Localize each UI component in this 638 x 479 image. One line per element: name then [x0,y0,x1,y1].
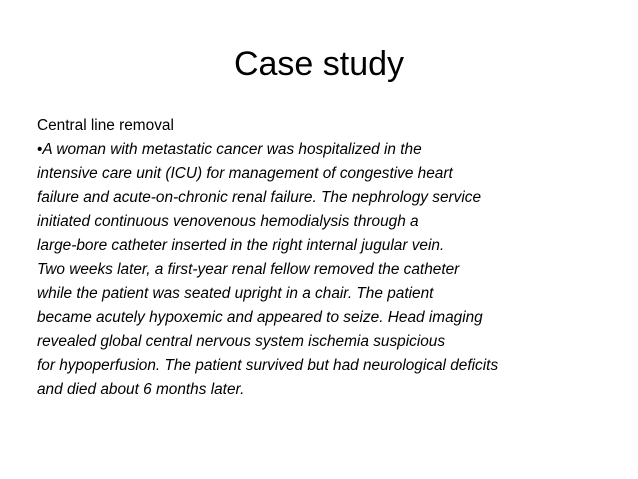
case-text-line: initiated continuous venovenous hemodialysis through a [37,213,419,230]
slide-body [37,114,627,402]
slide-subtitle: Central line removal [37,117,174,134]
case-text-line: large-bore catheter inserted in the right internal jugular vein. [37,237,445,254]
case-text-line: revealed global central nervous system ischemia suspicious [37,333,446,350]
case-text-line: while the patient was seated upright in a chair. The patient [37,285,434,302]
case-text-line: failure and acute-on-chronic renal failure. The nephrology service [37,189,482,206]
case-text-line: Two weeks later, a first-year renal fellow removed the catheter [37,261,460,278]
case-text-line [37,138,627,162]
slide-title: Case study [233,45,405,83]
case-text-line: for hypoperfusion. The patient survived but had neurological deficits [37,357,499,374]
case-text-line: became acutely hypoxemic and appeared to seize. Head imaging [37,309,483,326]
case-text-line: and died about 6 months later. [37,381,245,398]
bullet-icon: • [37,141,43,158]
case-text: A woman with metastatic cancer was hospitalized in the [42,141,422,158]
case-text-line: intensive care unit (ICU) for management of congestive heart [37,165,453,182]
